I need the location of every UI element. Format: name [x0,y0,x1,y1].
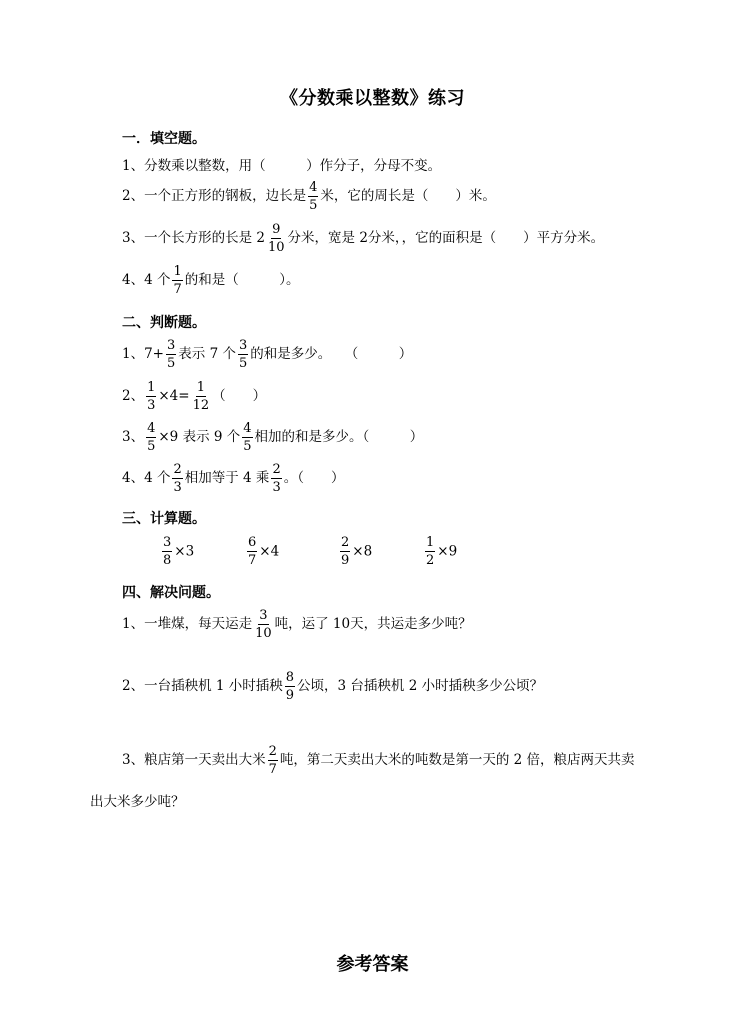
numerator: 3 [167,338,176,353]
numerator: 8 [285,670,295,685]
fraction [425,535,435,568]
fraction [254,608,273,641]
q-text: 米，它的周长是（ ）米。 [320,188,496,204]
denominator: 7 [248,553,257,568]
denominator: 3 [147,398,156,413]
numerator: 3 [163,535,172,550]
section-heading-judge: 二、判断题。 [122,315,206,331]
fraction [308,180,318,213]
q-text: （ ） [212,388,267,404]
denominator: 7 [268,762,277,777]
denominator: 5 [147,439,156,454]
calc-item [338,535,372,568]
q-text: 3、粮店第一天卖出大米 [122,752,266,768]
numerator: 2 [341,535,350,550]
numerator: 4 [243,421,252,436]
fraction [285,670,295,703]
q-text: 分米，宽是 2分米，，它的面积是（ ）平方分米。 [287,230,605,246]
numerator: 2 [272,462,281,477]
calc-operator: ×3 [174,543,195,560]
q-text: 2、一个正方形的钢板，边长是 [122,188,307,204]
q-text: 吨，第二天卖出大米的吨数是第一天的 2 倍，粮店两天共卖 [279,752,635,768]
judge-question-3 [122,421,423,454]
fraction [238,338,248,371]
numerator: 6 [248,535,257,550]
q-text: 3、 [122,429,145,445]
section-heading-calc: 三、计算题。 [122,511,206,527]
q-text: 相加等于 4 乘 [184,470,270,486]
judge-question-4 [122,462,344,495]
solve-question-3 [122,744,635,777]
solve-question-3-continued: 出大米多少吨？ [90,794,185,810]
numerator: 3 [259,608,268,623]
denominator: 5 [243,439,252,454]
fill-question-4 [122,264,300,297]
denominator: 10 [255,626,272,641]
denominator: 2 [426,553,435,568]
q-text: 公顷，3 台插秧机 2 小时插秧多少公顷？ [297,678,544,694]
denominator: 8 [163,553,172,568]
calc-item [423,535,457,568]
numerator: 1 [196,380,205,395]
q-text: 吨，运了 10天，共运走多少吨？ [274,616,472,632]
q-text: 的和是（ ）。 [184,272,300,288]
fill-question-3 [122,222,604,255]
denominator: 5 [309,198,318,213]
q-text: 4、4 个 [122,272,171,288]
section-heading-solve: 四、解决问题。 [122,585,220,601]
q-text: 1、7+ [122,346,164,362]
numerator: 3 [238,338,248,353]
calc-item [245,535,279,568]
fraction [268,744,278,777]
q-text: 2、 [122,388,145,404]
judge-question-1 [122,338,412,371]
fraction [172,264,182,297]
fraction [267,222,286,255]
fill-question-2 [122,180,496,213]
fraction [271,462,281,495]
denominator: 5 [238,356,248,371]
answer-title: 参考答案 [336,954,409,975]
denominator: 3 [272,480,281,495]
judge-question-2 [122,380,266,413]
fill-question-1: 1、分数乘以整数，用（ ）作分子，分母不变。 [122,158,442,174]
q-text: 的和是多少。 （ ） [250,346,413,362]
numerator: 9 [272,222,281,237]
numerator: 2 [268,744,277,759]
denominator: 9 [285,688,295,703]
fraction [162,535,172,568]
q-text: 相加的和是多少。（ ） [254,429,424,445]
section-heading-fill: 一．填空题。 [122,131,206,147]
numerator: 1 [147,380,156,395]
fraction [192,380,211,413]
fraction [166,338,176,371]
fraction [247,535,257,568]
denominator: 12 [192,398,210,413]
numerator: 4 [309,180,318,195]
denominator: 5 [167,356,176,371]
fraction [242,421,252,454]
page-title: 《分数乘以整数》练习 [280,88,465,109]
q-text: ×9 表示 9 个 [158,429,241,445]
numerator: 4 [147,421,156,436]
fraction [172,462,182,495]
calc-operator: ×9 [437,543,458,560]
calc-operator: ×4 [259,543,280,560]
q-text: 4、4 个 [122,470,171,486]
calc-operator: ×8 [352,543,373,560]
numerator: 1 [173,264,182,279]
q-text: 2、一台插秧机 1 小时插秧 [122,678,283,694]
denominator: 3 [173,480,182,495]
q-text: ×4= [158,388,190,404]
denominator: 7 [173,282,182,297]
numerator: 2 [173,462,182,477]
denominator: 9 [341,553,350,568]
numerator: 1 [426,535,435,550]
fraction [146,421,156,454]
fraction [340,535,350,568]
fraction [146,380,156,413]
calc-item [160,535,194,568]
q-text: 1、一堆煤，每天运走 [122,616,253,632]
q-text: 。（ ） [283,470,345,486]
q-text: 表示 7 个 [178,346,236,362]
q-text: 3、一个长方形的长是 2 [122,230,265,246]
solve-question-2 [122,670,543,703]
solve-question-1 [122,608,472,641]
denominator: 10 [267,240,285,255]
